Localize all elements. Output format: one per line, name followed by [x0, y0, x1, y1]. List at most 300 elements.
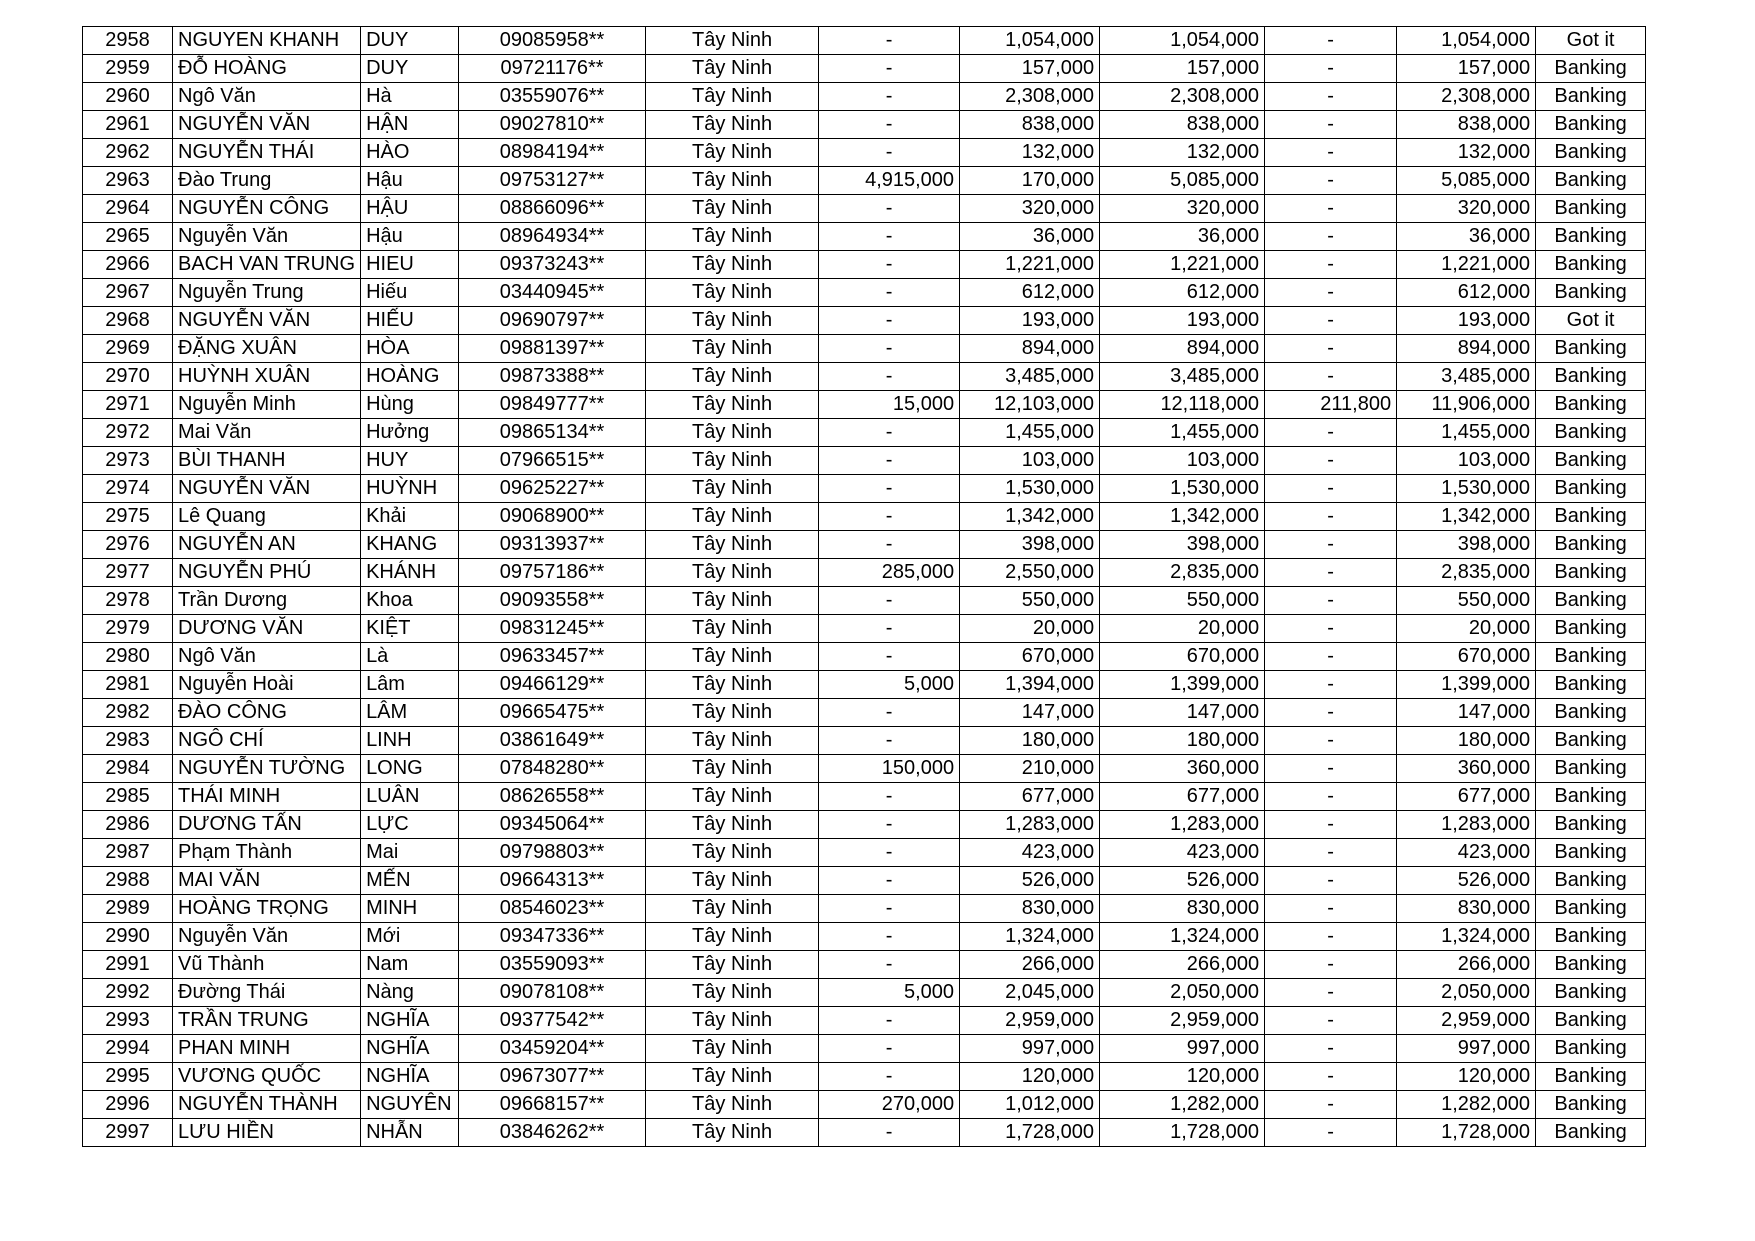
- net-amount-cell: 20,000: [1397, 615, 1536, 643]
- deduction-cell: -: [1265, 195, 1397, 223]
- net-amount-cell: 1,324,000: [1397, 923, 1536, 951]
- total-amount-cell: 1,282,000: [1100, 1091, 1265, 1119]
- first-name-cell: LINH: [361, 727, 459, 755]
- total-amount-cell: 1,221,000: [1100, 251, 1265, 279]
- province-cell: Tây Ninh: [646, 699, 819, 727]
- table-row: [83, 867, 1646, 895]
- row-index-cell: 2984: [83, 755, 173, 783]
- first-name-cell: NGHĨA: [361, 1007, 459, 1035]
- deduction-cell: 211,800: [1265, 391, 1397, 419]
- amount-1-cell: -: [819, 363, 960, 391]
- payment-method-cell: Banking: [1536, 839, 1646, 867]
- amount-2-cell: 20,000: [960, 615, 1100, 643]
- total-amount-cell: 1,342,000: [1100, 503, 1265, 531]
- province-cell: Tây Ninh: [646, 307, 819, 335]
- amount-2-cell: 1,455,000: [960, 419, 1100, 447]
- amount-1-cell: -: [819, 727, 960, 755]
- total-amount-cell: 526,000: [1100, 867, 1265, 895]
- deduction-cell: -: [1265, 699, 1397, 727]
- amount-1-cell: -: [819, 1119, 960, 1147]
- amount-2-cell: 210,000: [960, 755, 1100, 783]
- net-amount-cell: 997,000: [1397, 1035, 1536, 1063]
- payment-method-cell: Banking: [1536, 783, 1646, 811]
- net-amount-cell: 423,000: [1397, 839, 1536, 867]
- total-amount-cell: 12,118,000: [1100, 391, 1265, 419]
- first-name-cell: KHANG: [361, 531, 459, 559]
- payment-method-cell: Banking: [1536, 979, 1646, 1007]
- payment-method-cell: Banking: [1536, 55, 1646, 83]
- amount-1-cell: -: [819, 839, 960, 867]
- total-amount-cell: 103,000: [1100, 447, 1265, 475]
- last-name-cell: Đường Thái: [173, 979, 361, 1007]
- table-row: [83, 1007, 1646, 1035]
- net-amount-cell: 838,000: [1397, 111, 1536, 139]
- last-name-cell: BACH VAN TRUNG: [173, 251, 361, 279]
- amount-1-cell: -: [819, 895, 960, 923]
- last-name-cell: ĐỖ HOÀNG: [173, 55, 361, 83]
- table-row: [83, 587, 1646, 615]
- net-amount-cell: 550,000: [1397, 587, 1536, 615]
- payment-method-cell: Banking: [1536, 1007, 1646, 1035]
- payment-method-cell: Banking: [1536, 391, 1646, 419]
- last-name-cell: Nguyễn Minh: [173, 391, 361, 419]
- total-amount-cell: 670,000: [1100, 643, 1265, 671]
- total-amount-cell: 838,000: [1100, 111, 1265, 139]
- last-name-cell: MAI VĂN: [173, 867, 361, 895]
- row-index-cell: 2974: [83, 475, 173, 503]
- amount-1-cell: -: [819, 1007, 960, 1035]
- amount-2-cell: 1,283,000: [960, 811, 1100, 839]
- phone-number-cell: 09078108**: [459, 979, 646, 1007]
- deduction-cell: -: [1265, 531, 1397, 559]
- payment-method-cell: Banking: [1536, 867, 1646, 895]
- net-amount-cell: 3,485,000: [1397, 363, 1536, 391]
- row-index-cell: 2960: [83, 83, 173, 111]
- last-name-cell: HUỲNH XUÂN: [173, 363, 361, 391]
- first-name-cell: Khải: [361, 503, 459, 531]
- last-name-cell: THÁI MINH: [173, 783, 361, 811]
- amount-2-cell: 12,103,000: [960, 391, 1100, 419]
- total-amount-cell: 1,728,000: [1100, 1119, 1265, 1147]
- amount-2-cell: 1,221,000: [960, 251, 1100, 279]
- province-cell: Tây Ninh: [646, 167, 819, 195]
- last-name-cell: DƯƠNG VĂN: [173, 615, 361, 643]
- province-cell: Tây Ninh: [646, 671, 819, 699]
- last-name-cell: LƯU HIỀN: [173, 1119, 361, 1147]
- row-index-cell: 2983: [83, 727, 173, 755]
- phone-number-cell: 09881397**: [459, 335, 646, 363]
- province-cell: Tây Ninh: [646, 559, 819, 587]
- amount-1-cell: -: [819, 335, 960, 363]
- payment-method-cell: Banking: [1536, 587, 1646, 615]
- net-amount-cell: 1,530,000: [1397, 475, 1536, 503]
- province-cell: Tây Ninh: [646, 335, 819, 363]
- last-name-cell: Ngô Văn: [173, 643, 361, 671]
- first-name-cell: Mai: [361, 839, 459, 867]
- table-row: [83, 979, 1646, 1007]
- phone-number-cell: 09690797**: [459, 307, 646, 335]
- total-amount-cell: 612,000: [1100, 279, 1265, 307]
- province-cell: Tây Ninh: [646, 475, 819, 503]
- row-index-cell: 2959: [83, 55, 173, 83]
- last-name-cell: NGUYỄN PHÚ: [173, 559, 361, 587]
- last-name-cell: TRẦN TRUNG: [173, 1007, 361, 1035]
- amount-1-cell: -: [819, 643, 960, 671]
- phone-number-cell: 09085958**: [459, 27, 646, 55]
- total-amount-cell: 20,000: [1100, 615, 1265, 643]
- phone-number-cell: 09068900**: [459, 503, 646, 531]
- deduction-cell: -: [1265, 223, 1397, 251]
- net-amount-cell: 612,000: [1397, 279, 1536, 307]
- amount-2-cell: 157,000: [960, 55, 1100, 83]
- amount-2-cell: 550,000: [960, 587, 1100, 615]
- table-row: [83, 447, 1646, 475]
- amount-2-cell: 320,000: [960, 195, 1100, 223]
- payment-method-cell: Banking: [1536, 279, 1646, 307]
- row-index-cell: 2995: [83, 1063, 173, 1091]
- payment-method-cell: Banking: [1536, 111, 1646, 139]
- phone-number-cell: 09347336**: [459, 923, 646, 951]
- payment-method-cell: Banking: [1536, 1035, 1646, 1063]
- table-row: [83, 195, 1646, 223]
- phone-number-cell: 08546023**: [459, 895, 646, 923]
- net-amount-cell: 266,000: [1397, 951, 1536, 979]
- row-index-cell: 2969: [83, 335, 173, 363]
- table-row: [83, 1091, 1646, 1119]
- last-name-cell: BÙI THANH: [173, 447, 361, 475]
- first-name-cell: LONG: [361, 755, 459, 783]
- total-amount-cell: 120,000: [1100, 1063, 1265, 1091]
- amount-2-cell: 2,550,000: [960, 559, 1100, 587]
- table-row: [83, 223, 1646, 251]
- row-index-cell: 2996: [83, 1091, 173, 1119]
- deduction-cell: -: [1265, 671, 1397, 699]
- province-cell: Tây Ninh: [646, 1119, 819, 1147]
- net-amount-cell: 1,221,000: [1397, 251, 1536, 279]
- first-name-cell: NGHĨA: [361, 1035, 459, 1063]
- deduction-cell: -: [1265, 447, 1397, 475]
- row-index-cell: 2981: [83, 671, 173, 699]
- payment-method-cell: Banking: [1536, 503, 1646, 531]
- net-amount-cell: 398,000: [1397, 531, 1536, 559]
- first-name-cell: KHÁNH: [361, 559, 459, 587]
- row-index-cell: 2979: [83, 615, 173, 643]
- last-name-cell: Nguyễn Trung: [173, 279, 361, 307]
- payment-method-cell: Banking: [1536, 1119, 1646, 1147]
- first-name-cell: Lâm: [361, 671, 459, 699]
- total-amount-cell: 894,000: [1100, 335, 1265, 363]
- deduction-cell: -: [1265, 867, 1397, 895]
- payment-method-cell: Banking: [1536, 699, 1646, 727]
- first-name-cell: HOÀNG: [361, 363, 459, 391]
- table-row: [83, 839, 1646, 867]
- amount-1-cell: 150,000: [819, 755, 960, 783]
- phone-number-cell: 09665475**: [459, 699, 646, 727]
- total-amount-cell: 1,530,000: [1100, 475, 1265, 503]
- row-index-cell: 2965: [83, 223, 173, 251]
- phone-number-cell: 03459204**: [459, 1035, 646, 1063]
- phone-number-cell: 09093558**: [459, 587, 646, 615]
- province-cell: Tây Ninh: [646, 139, 819, 167]
- province-cell: Tây Ninh: [646, 811, 819, 839]
- table-row: [83, 783, 1646, 811]
- net-amount-cell: 677,000: [1397, 783, 1536, 811]
- province-cell: Tây Ninh: [646, 951, 819, 979]
- deduction-cell: -: [1265, 783, 1397, 811]
- last-name-cell: Nguyễn Hoài: [173, 671, 361, 699]
- first-name-cell: Nàng: [361, 979, 459, 1007]
- first-name-cell: NHẪN: [361, 1119, 459, 1147]
- payment-method-cell: Banking: [1536, 223, 1646, 251]
- last-name-cell: ĐÀO CÔNG: [173, 699, 361, 727]
- deduction-cell: -: [1265, 727, 1397, 755]
- deduction-cell: -: [1265, 895, 1397, 923]
- table-row: [83, 559, 1646, 587]
- table-row: [83, 643, 1646, 671]
- table-row: [83, 391, 1646, 419]
- province-cell: Tây Ninh: [646, 279, 819, 307]
- payment-method-cell: Banking: [1536, 251, 1646, 279]
- first-name-cell: DUY: [361, 27, 459, 55]
- total-amount-cell: 360,000: [1100, 755, 1265, 783]
- net-amount-cell: 526,000: [1397, 867, 1536, 895]
- first-name-cell: Hậu: [361, 167, 459, 195]
- deduction-cell: -: [1265, 55, 1397, 83]
- amount-1-cell: -: [819, 1035, 960, 1063]
- first-name-cell: Nam: [361, 951, 459, 979]
- phone-number-cell: 07966515**: [459, 447, 646, 475]
- payment-method-cell: Got it: [1536, 307, 1646, 335]
- row-index-cell: 2977: [83, 559, 173, 587]
- first-name-cell: Là: [361, 643, 459, 671]
- row-index-cell: 2970: [83, 363, 173, 391]
- payment-method-cell: Banking: [1536, 811, 1646, 839]
- total-amount-cell: 830,000: [1100, 895, 1265, 923]
- deduction-cell: -: [1265, 251, 1397, 279]
- phone-number-cell: 09668157**: [459, 1091, 646, 1119]
- amount-2-cell: 398,000: [960, 531, 1100, 559]
- total-amount-cell: 398,000: [1100, 531, 1265, 559]
- table-row: [83, 27, 1646, 55]
- province-cell: Tây Ninh: [646, 447, 819, 475]
- payment-method-cell: Banking: [1536, 475, 1646, 503]
- phone-number-cell: 09377542**: [459, 1007, 646, 1035]
- total-amount-cell: 1,324,000: [1100, 923, 1265, 951]
- amount-2-cell: 1,530,000: [960, 475, 1100, 503]
- phone-number-cell: 08626558**: [459, 783, 646, 811]
- amount-1-cell: -: [819, 111, 960, 139]
- total-amount-cell: 3,485,000: [1100, 363, 1265, 391]
- total-amount-cell: 266,000: [1100, 951, 1265, 979]
- first-name-cell: HUỲNH: [361, 475, 459, 503]
- province-cell: Tây Ninh: [646, 1007, 819, 1035]
- province-cell: Tây Ninh: [646, 867, 819, 895]
- amount-1-cell: -: [819, 139, 960, 167]
- total-amount-cell: 2,835,000: [1100, 559, 1265, 587]
- payment-method-cell: Banking: [1536, 531, 1646, 559]
- deduction-cell: -: [1265, 279, 1397, 307]
- last-name-cell: DƯƠNG TẤN: [173, 811, 361, 839]
- amount-1-cell: -: [819, 223, 960, 251]
- last-name-cell: Vũ Thành: [173, 951, 361, 979]
- net-amount-cell: 36,000: [1397, 223, 1536, 251]
- deduction-cell: -: [1265, 139, 1397, 167]
- amount-2-cell: 1,394,000: [960, 671, 1100, 699]
- first-name-cell: DUY: [361, 55, 459, 83]
- first-name-cell: HẬU: [361, 195, 459, 223]
- last-name-cell: Đào Trung: [173, 167, 361, 195]
- table-row: [83, 699, 1646, 727]
- deduction-cell: -: [1265, 475, 1397, 503]
- table-row: [83, 251, 1646, 279]
- amount-2-cell: 830,000: [960, 895, 1100, 923]
- first-name-cell: HÒA: [361, 335, 459, 363]
- first-name-cell: MINH: [361, 895, 459, 923]
- phone-number-cell: 03559093**: [459, 951, 646, 979]
- payment-method-cell: Banking: [1536, 167, 1646, 195]
- net-amount-cell: 320,000: [1397, 195, 1536, 223]
- payment-method-cell: Banking: [1536, 559, 1646, 587]
- last-name-cell: Mai Văn: [173, 419, 361, 447]
- last-name-cell: Nguyễn Văn: [173, 923, 361, 951]
- phone-number-cell: 09849777**: [459, 391, 646, 419]
- total-amount-cell: 1,283,000: [1100, 811, 1265, 839]
- phone-number-cell: 09865134**: [459, 419, 646, 447]
- deduction-cell: -: [1265, 335, 1397, 363]
- phone-number-cell: 09798803**: [459, 839, 646, 867]
- last-name-cell: Nguyễn Văn: [173, 223, 361, 251]
- deduction-cell: -: [1265, 83, 1397, 111]
- payment-method-cell: Banking: [1536, 195, 1646, 223]
- amount-2-cell: 170,000: [960, 167, 1100, 195]
- total-amount-cell: 1,399,000: [1100, 671, 1265, 699]
- table-row: [83, 419, 1646, 447]
- total-amount-cell: 5,085,000: [1100, 167, 1265, 195]
- row-index-cell: 2993: [83, 1007, 173, 1035]
- phone-number-cell: 09664313**: [459, 867, 646, 895]
- amount-1-cell: -: [819, 503, 960, 531]
- province-cell: Tây Ninh: [646, 1035, 819, 1063]
- last-name-cell: NGUYỄN THÁI: [173, 139, 361, 167]
- deduction-cell: -: [1265, 839, 1397, 867]
- net-amount-cell: 180,000: [1397, 727, 1536, 755]
- payment-method-cell: Banking: [1536, 615, 1646, 643]
- province-cell: Tây Ninh: [646, 755, 819, 783]
- payment-method-cell: Banking: [1536, 755, 1646, 783]
- deduction-cell: -: [1265, 167, 1397, 195]
- net-amount-cell: 1,282,000: [1397, 1091, 1536, 1119]
- last-name-cell: ĐẶNG XUÂN: [173, 335, 361, 363]
- phone-number-cell: 09633457**: [459, 643, 646, 671]
- first-name-cell: HIẾU: [361, 307, 459, 335]
- amount-1-cell: -: [819, 447, 960, 475]
- payment-method-cell: Banking: [1536, 643, 1646, 671]
- last-name-cell: HOÀNG TRỌNG: [173, 895, 361, 923]
- payment-method-cell: Banking: [1536, 671, 1646, 699]
- amount-1-cell: -: [819, 307, 960, 335]
- table-row: [83, 335, 1646, 363]
- province-cell: Tây Ninh: [646, 1091, 819, 1119]
- phone-number-cell: 09625227**: [459, 475, 646, 503]
- amount-2-cell: 1,728,000: [960, 1119, 1100, 1147]
- last-name-cell: NGUYỄN TƯỜNG: [173, 755, 361, 783]
- row-index-cell: 2985: [83, 783, 173, 811]
- amount-1-cell: -: [819, 55, 960, 83]
- total-amount-cell: 2,308,000: [1100, 83, 1265, 111]
- phone-number-cell: 09027810**: [459, 111, 646, 139]
- province-cell: Tây Ninh: [646, 27, 819, 55]
- table-row: [83, 279, 1646, 307]
- last-name-cell: NGUYỄN THÀNH: [173, 1091, 361, 1119]
- deduction-cell: -: [1265, 587, 1397, 615]
- amount-2-cell: 1,324,000: [960, 923, 1100, 951]
- net-amount-cell: 1,399,000: [1397, 671, 1536, 699]
- amount-2-cell: 1,342,000: [960, 503, 1100, 531]
- net-amount-cell: 894,000: [1397, 335, 1536, 363]
- row-index-cell: 2967: [83, 279, 173, 307]
- phone-number-cell: 09313937**: [459, 531, 646, 559]
- province-cell: Tây Ninh: [646, 111, 819, 139]
- row-index-cell: 2978: [83, 587, 173, 615]
- net-amount-cell: 830,000: [1397, 895, 1536, 923]
- amount-2-cell: 2,959,000: [960, 1007, 1100, 1035]
- amount-2-cell: 997,000: [960, 1035, 1100, 1063]
- last-name-cell: NGÔ CHÍ: [173, 727, 361, 755]
- amount-1-cell: -: [819, 1063, 960, 1091]
- amount-1-cell: -: [819, 951, 960, 979]
- phone-number-cell: 03440945**: [459, 279, 646, 307]
- amount-1-cell: -: [819, 195, 960, 223]
- table-row: [83, 139, 1646, 167]
- net-amount-cell: 2,835,000: [1397, 559, 1536, 587]
- last-name-cell: NGUYỄN CÔNG: [173, 195, 361, 223]
- province-cell: Tây Ninh: [646, 195, 819, 223]
- row-index-cell: 2972: [83, 419, 173, 447]
- phone-number-cell: 08964934**: [459, 223, 646, 251]
- amount-2-cell: 120,000: [960, 1063, 1100, 1091]
- province-cell: Tây Ninh: [646, 895, 819, 923]
- amount-2-cell: 103,000: [960, 447, 1100, 475]
- payment-method-cell: Banking: [1536, 139, 1646, 167]
- table-row: [83, 615, 1646, 643]
- first-name-cell: HUY: [361, 447, 459, 475]
- first-name-cell: HẬN: [361, 111, 459, 139]
- amount-1-cell: -: [819, 811, 960, 839]
- total-amount-cell: 36,000: [1100, 223, 1265, 251]
- first-name-cell: KIỆT: [361, 615, 459, 643]
- deduction-cell: -: [1265, 951, 1397, 979]
- table-row: [83, 55, 1646, 83]
- first-name-cell: HÀO: [361, 139, 459, 167]
- province-cell: Tây Ninh: [646, 783, 819, 811]
- payment-method-cell: Banking: [1536, 447, 1646, 475]
- amount-1-cell: -: [819, 531, 960, 559]
- net-amount-cell: 132,000: [1397, 139, 1536, 167]
- last-name-cell: PHAN MINH: [173, 1035, 361, 1063]
- row-index-cell: 2994: [83, 1035, 173, 1063]
- net-amount-cell: 2,959,000: [1397, 1007, 1536, 1035]
- amount-2-cell: 670,000: [960, 643, 1100, 671]
- province-cell: Tây Ninh: [646, 363, 819, 391]
- phone-number-cell: 07848280**: [459, 755, 646, 783]
- phone-number-cell: 09753127**: [459, 167, 646, 195]
- first-name-cell: MẾN: [361, 867, 459, 895]
- net-amount-cell: 1,054,000: [1397, 27, 1536, 55]
- deduction-cell: -: [1265, 1007, 1397, 1035]
- amount-2-cell: 677,000: [960, 783, 1100, 811]
- total-amount-cell: 677,000: [1100, 783, 1265, 811]
- row-index-cell: 2976: [83, 531, 173, 559]
